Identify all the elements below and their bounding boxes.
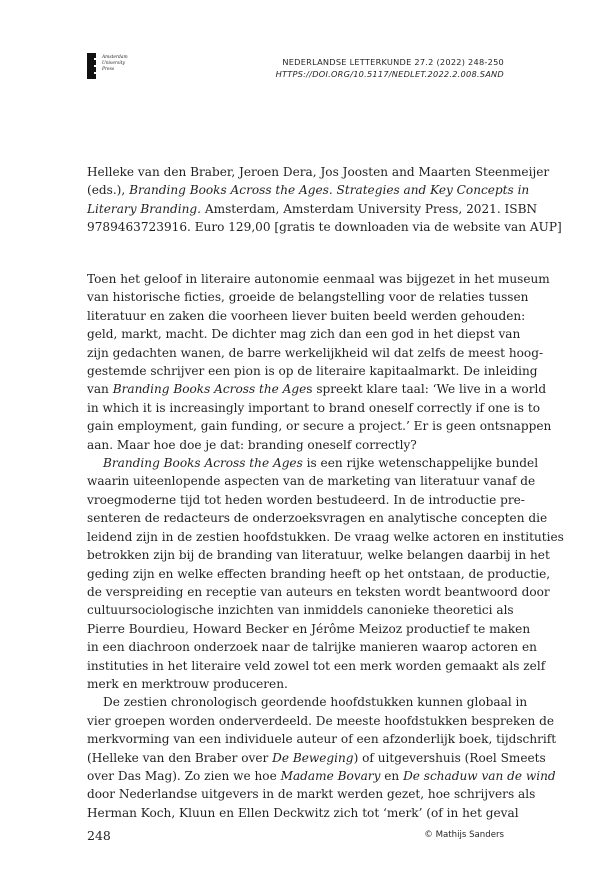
paragraph-1 — [87, 270, 552, 454]
review-heading — [87, 163, 562, 237]
text-line: senteren de redacteurs de onderzoeksvragen en analytische concepten die — [87, 511, 548, 526]
page-number: 248 — [87, 828, 111, 843]
heading-line: Literary Branding. Amsterdam, Amsterdam University Press, 2021. ISBN — [87, 201, 538, 216]
text-line: vier groepen worden onderverdeeld. De meeste hoofdstukken bespreken de — [87, 713, 555, 728]
text-line: in een diachroon onderzoek naar de talrijke manieren waarop actoren en — [87, 640, 537, 655]
logo-wordmark: Amsterdam University Press — [102, 55, 128, 73]
book-title: Branding Books Across the Ages. Strategies and Key Concepts in — [129, 183, 530, 198]
heading-line: Helleke van den Braber, Jeroen Dera, Jos Joosten and Maarten Steenmeijer — [87, 165, 550, 179]
publisher-logo — [87, 53, 167, 79]
text-line: gain employment, gain funding, or secure a project.’ Er is geen ontsnappen — [87, 419, 552, 434]
text-line: cultuursociologische inzichten van inmiddels canonieke theoretici als — [87, 603, 514, 618]
text-line: van Branding Books Across the Ages spreekt klare taal: ‘We live in a world — [87, 382, 547, 397]
text-line: door Nederlandse uitgevers in de markt werden gezet, hoe schrijvers als — [87, 787, 536, 802]
text-line: Branding Books Across the Ages is een rijke wetenschappelijke bundel — [103, 456, 539, 471]
copyright-notice: © Mathijs Sanders — [424, 830, 504, 840]
text-line: geding zijn en welke effecten branding heeft op het ontstaan, de productie, — [87, 566, 551, 581]
logo-mark — [87, 53, 96, 79]
text-line: instituties in het literaire veld zowel tot een merk worden gemaakt als zelf — [87, 658, 546, 673]
text-line: Herman Koch, Kluun en Ellen Deckwitz zich tot ‘merk’ (of in het geval — [87, 805, 519, 820]
text-line: geld, markt, macht. De dichter mag zich dan een god in het diepst van — [87, 327, 521, 342]
text-line: de verspreiding en receptie van auteurs en teksten wordt beantwoord door — [87, 584, 550, 599]
text-line: (Helleke van den Braber over De Beweging) of uitgevershuis (Roel Smeets — [87, 750, 546, 765]
text-line: literatuur en zaken die voorheen liever buiten beeld werden gehouden: — [87, 308, 526, 323]
text-line: merk en merktrouw produceren. — [87, 676, 288, 691]
text-line: merkvorming van een individuele auteur of een afzonderlijk boek, tijdschrift — [87, 732, 557, 747]
journal-citation: NEDERLANDSE LETTERKUNDE 27.2 (2022) 248-250 — [282, 57, 504, 67]
paragraph-2 — [87, 454, 564, 693]
heading-line: (eds.), Branding Books Across the Ages. Strategies and Key Concepts in — [87, 183, 530, 198]
text-line: Pierre Bourdieu, Howard Becker en Jérôme Meizoz productief te maken — [87, 621, 531, 636]
text-line: gestemde schrijver een pion is op de literaire kapitaalmarkt. De inleiding — [87, 364, 538, 379]
book-subtitle: Literary Branding. — [87, 201, 202, 216]
text-line: Toen het geloof in literaire autonomie eenmaal was bijgezet in het museum — [87, 272, 550, 286]
text-line: aan. Maar hoe doe je dat: branding oneself correctly? — [87, 437, 417, 452]
text-line: in which it is increasingly important to brand oneself correctly if one is to — [87, 400, 540, 415]
text-line: zijn gedachten wanen, de barre werkelijkheid wil dat zelfs de meest hoog- — [87, 345, 544, 360]
text-line: leidend zijn in de zestien hoofdstukken. De vraag welke actoren en instituties — [87, 529, 564, 544]
text-line: vroegmoderne tijd tot heden worden bestudeerd. In de introductie pre- — [87, 492, 525, 507]
text-line: waarin uiteenlopende aspecten van de marketing van literatuur vanaf de — [87, 474, 536, 489]
text-line: De zestien chronologisch geordende hoofdstukken kunnen globaal in — [103, 695, 528, 710]
heading-line: 9789463723916. Euro 129,00 [gratis te downloaden via de website van AUP] — [87, 220, 562, 235]
doi-link[interactable]: HTTPS://DOI.ORG/10.5117/NEDLET.2022.2.008.SAND — [275, 69, 504, 79]
paragraph-3 — [87, 693, 557, 822]
text-line: van historische ficties, groeide de belangstelling voor de relaties tussen — [87, 290, 529, 305]
text-line: over Das Mag). Zo zien we hoe Madame Bovary en De schaduw van de wind — [87, 768, 556, 783]
review-body — [87, 270, 564, 822]
journal-header — [276, 56, 504, 80]
text-line: betrokken zijn bij de branding van literatuur, welke belangen daarbij in het — [87, 548, 550, 563]
